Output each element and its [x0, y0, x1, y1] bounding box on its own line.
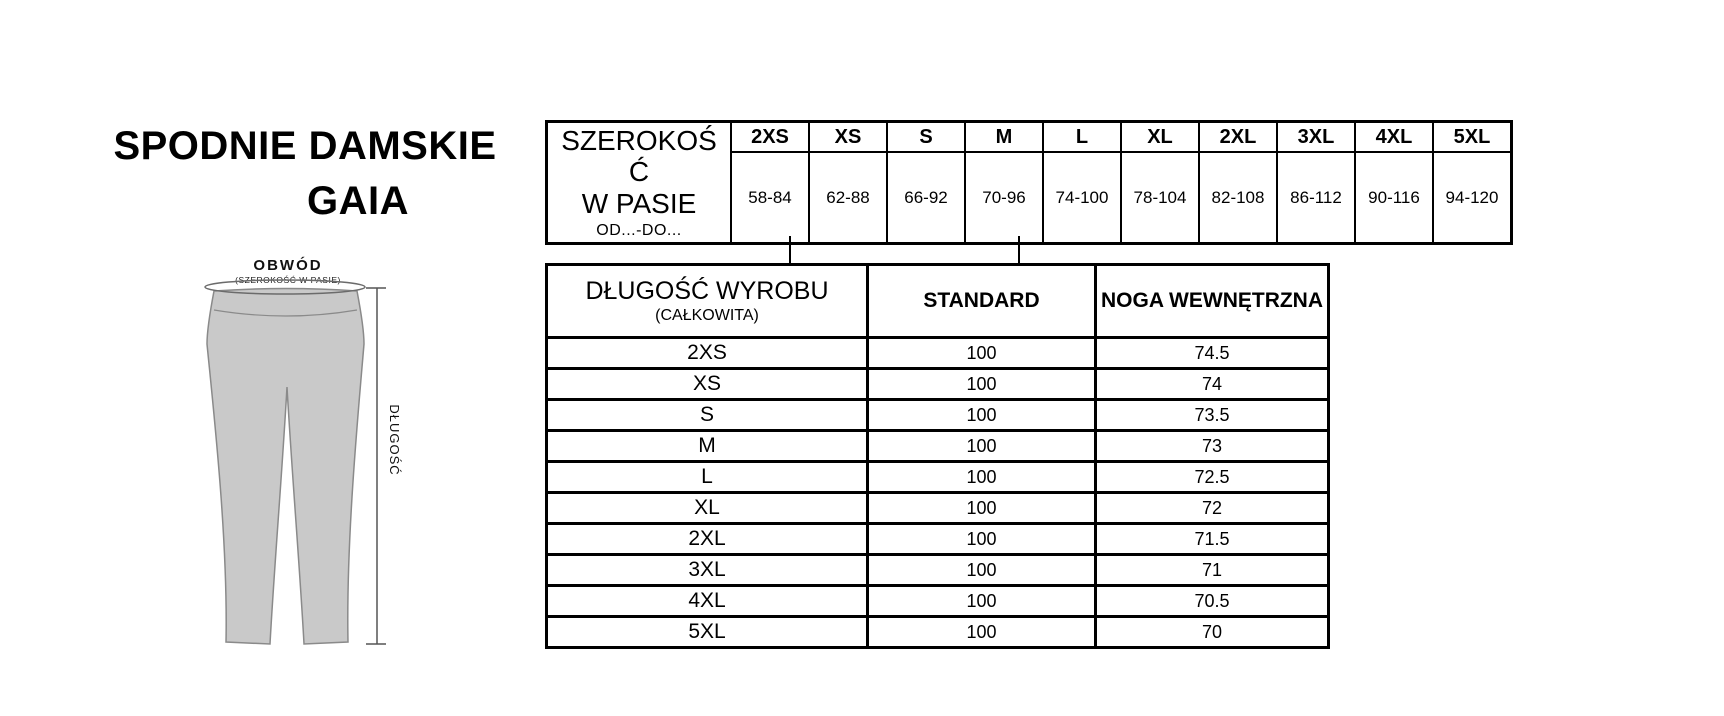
length-header-cell: [547, 265, 868, 338]
standard-length-value: 100: [868, 400, 1096, 431]
table-connector-line: [789, 236, 791, 264]
standard-length-value: 100: [868, 493, 1096, 524]
inner-leg-value: 71.5: [1096, 524, 1329, 555]
waist-range-value: 74-100: [1043, 152, 1121, 243]
inner-leg-value: 72.5: [1096, 462, 1329, 493]
size-header: M: [965, 122, 1043, 153]
size-header: 3XL: [1277, 122, 1355, 153]
size-header: 4XL: [1355, 122, 1433, 153]
waist-width-label-line1: SZEROKOŚĆ: [561, 125, 717, 188]
row-size-label: S: [547, 400, 868, 431]
length-table-row: [547, 493, 1329, 524]
inner-leg-value: 74: [1096, 369, 1329, 400]
waist-circumference-label: OBWÓD: [253, 257, 323, 274]
length-table-row: [547, 431, 1329, 462]
inner-leg-value: 70.5: [1096, 586, 1329, 617]
size-header: 2XS: [731, 122, 809, 153]
standard-length-value: 100: [868, 369, 1096, 400]
size-header: L: [1043, 122, 1121, 153]
waist-range-value: 62-88: [809, 152, 887, 243]
length-table-row: [547, 524, 1329, 555]
waist-width-label-cell: [547, 122, 732, 244]
waist-range-value: 66-92: [887, 152, 965, 243]
waist-range-value: 94-120: [1433, 152, 1512, 243]
length-header-title: DŁUGOŚĆ WYROBU: [585, 276, 829, 305]
standard-length-value: 100: [868, 338, 1096, 369]
waist-range-value: 78-104: [1121, 152, 1199, 243]
inner-leg-value: 74.5: [1096, 338, 1329, 369]
length-table-row: [547, 462, 1329, 493]
inner-leg-value: 73.5: [1096, 400, 1329, 431]
row-size-label: XL: [547, 493, 868, 524]
row-size-label: 2XL: [547, 524, 868, 555]
length-label: DŁUGOŚĆ: [387, 404, 402, 476]
row-size-label: 5XL: [547, 617, 868, 648]
row-size-label: 2XS: [547, 338, 868, 369]
waist-width-header-row: [547, 122, 1512, 153]
standard-length-value: 100: [868, 586, 1096, 617]
size-header: XS: [809, 122, 887, 153]
inner-leg-value: 73: [1096, 431, 1329, 462]
length-table-row: [547, 400, 1329, 431]
waist-range-value: 70-96: [965, 152, 1043, 243]
standard-length-value: 100: [868, 524, 1096, 555]
waist-range-value: 82-108: [1199, 152, 1277, 243]
waist-range-value: 58-84: [731, 152, 809, 243]
standard-length-value: 100: [868, 617, 1096, 648]
size-header: 2XL: [1199, 122, 1277, 153]
product-title: SPODNIE DAMSKIE: [113, 124, 497, 168]
length-header-subtitle: (CAŁKOWITA): [655, 307, 759, 325]
row-size-label: 4XL: [547, 586, 868, 617]
row-size-label: M: [547, 431, 868, 462]
table-connector-line: [1018, 236, 1020, 264]
length-table-row: [547, 369, 1329, 400]
waist-width-table: [545, 120, 1513, 245]
waist-width-label-line2: W PASIE: [581, 187, 697, 219]
product-length-table: [545, 263, 1330, 649]
waist-range-value: 90-116: [1355, 152, 1433, 243]
standard-length-value: 100: [868, 431, 1096, 462]
inner-leg-value: 70: [1096, 617, 1329, 648]
waist-width-range-hint: OD...-DO...: [596, 222, 682, 240]
size-header: S: [887, 122, 965, 153]
length-table-row: [547, 555, 1329, 586]
waist-circumference-sublabel: (SZEROKOŚĆ W PASIE): [235, 275, 341, 285]
size-header: XL: [1121, 122, 1199, 153]
pants-silhouette-shape: [207, 289, 364, 645]
standard-length-value: 100: [868, 555, 1096, 586]
length-table-header-row: [547, 265, 1329, 338]
length-table-row: [547, 617, 1329, 648]
waist-range-value: 86-112: [1277, 152, 1355, 243]
inner-leg-column-header: NOGA WEWNĘTRZNA: [1096, 265, 1329, 338]
row-size-label: L: [547, 462, 868, 493]
length-table-row: [547, 338, 1329, 369]
length-table-row: [547, 586, 1329, 617]
standard-column-header: STANDARD: [868, 265, 1096, 338]
pants-measurement-diagram: [150, 240, 420, 660]
row-size-label: 3XL: [547, 555, 868, 586]
inner-leg-value: 71: [1096, 555, 1329, 586]
inner-leg-value: 72: [1096, 493, 1329, 524]
standard-length-value: 100: [868, 462, 1096, 493]
row-size-label: XS: [547, 369, 868, 400]
size-header: 5XL: [1433, 122, 1512, 153]
product-model-name: GAIA: [307, 179, 409, 223]
